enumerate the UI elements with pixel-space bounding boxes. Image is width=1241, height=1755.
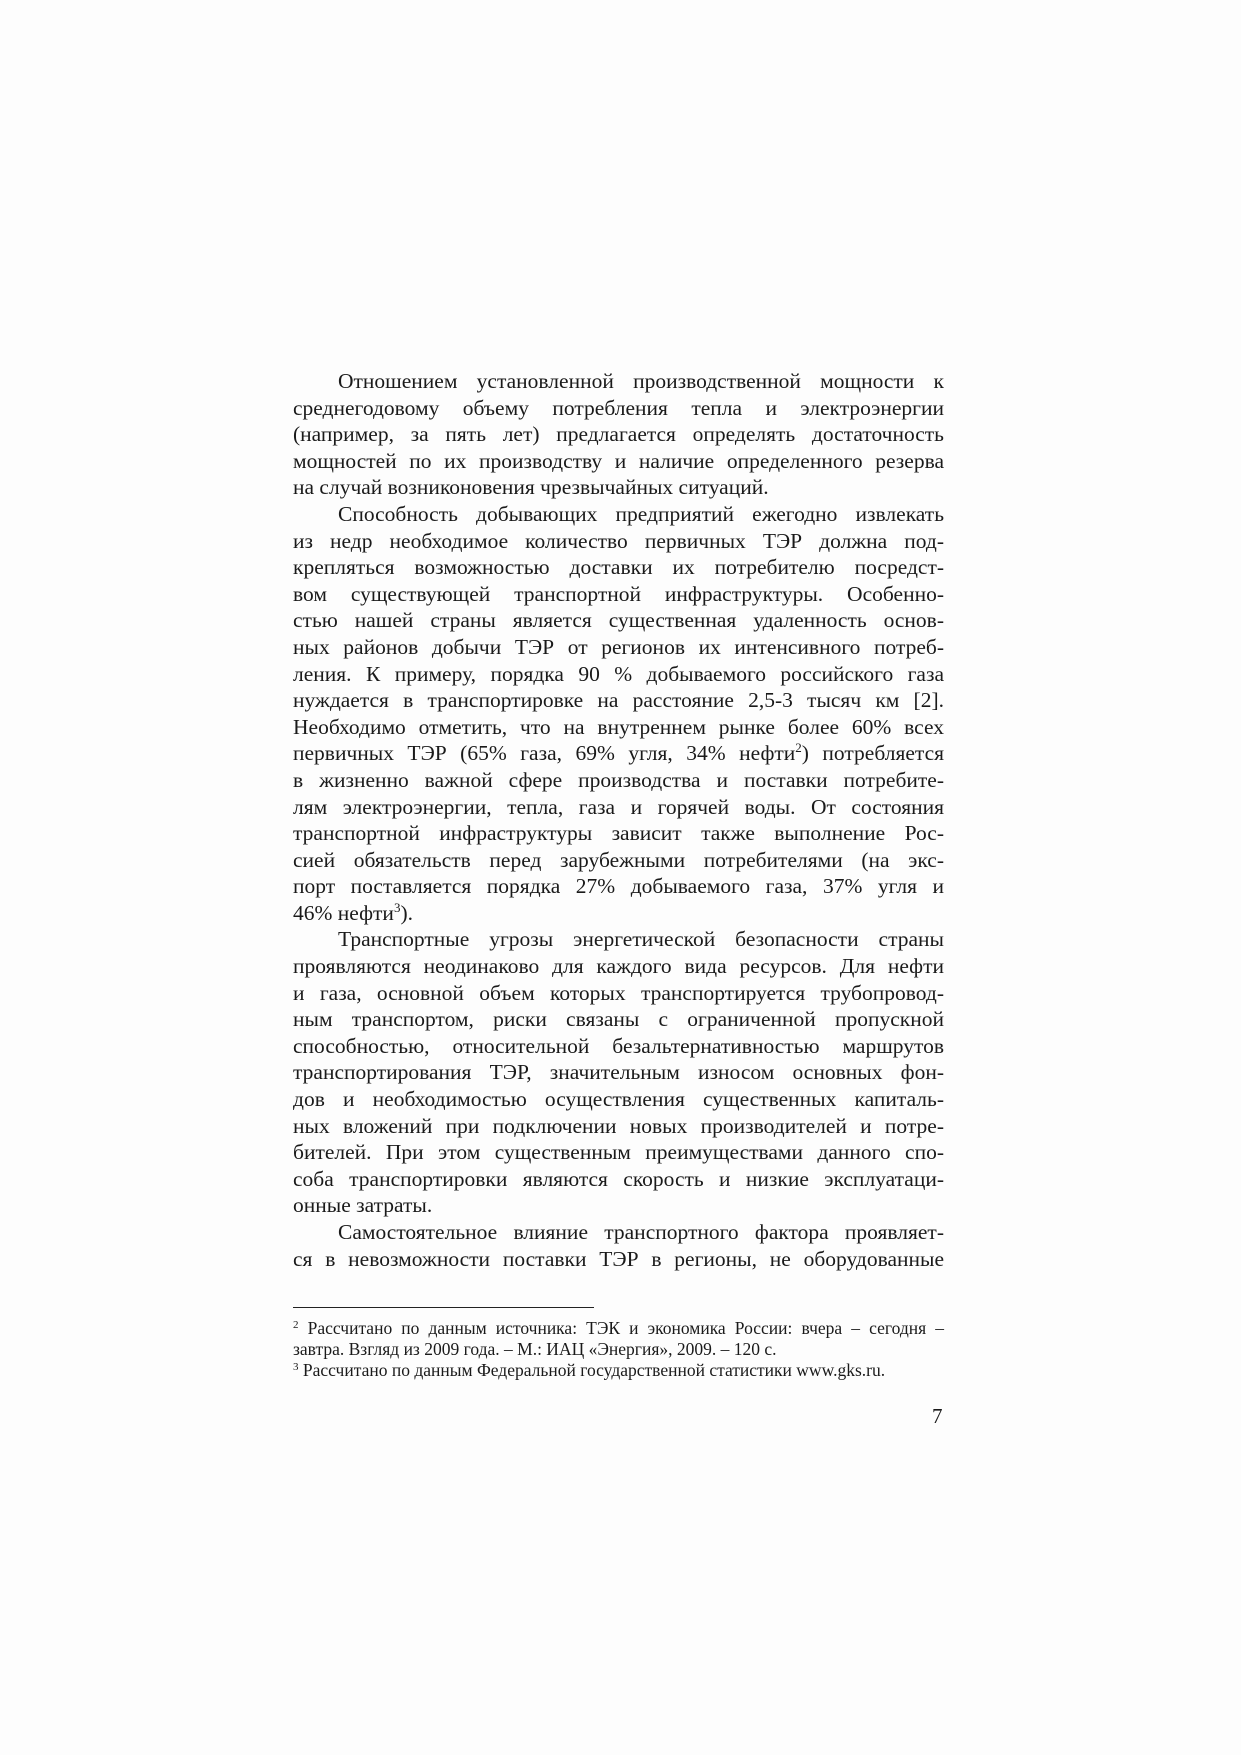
page-number: 7 (932, 1404, 943, 1428)
text-line: мощностей по их производству и наличие определенного резерва (293, 448, 944, 473)
text-line: бителей. При этом существенным преимуществами данного спо- (293, 1140, 944, 1165)
footnote-mark-2: 2 (293, 1319, 299, 1331)
body-text (293, 368, 944, 1272)
text-line: ся в невозможности поставки ТЭР в регионы, не оборудованные (293, 1246, 944, 1271)
text-line: транспортирования ТЭР, значительным износом основных фон- (293, 1060, 944, 1085)
text-line: ных вложений при подключении новых производителей и потре- (293, 1113, 944, 1138)
paragraph-2 (293, 501, 944, 927)
text-line: дов и необходимостью осуществления существенных капиталь- (293, 1087, 944, 1112)
text-line: нуждается в транспортировке на расстояние 2,5-3 тысяч км [2]. (293, 688, 944, 713)
text-line: ным транспортом, риски связаны с ограниченной пропускной (293, 1007, 944, 1032)
text-line: Самостоятельное влияние транспортного фактора проявляет- (338, 1220, 944, 1244)
text-line: транспортной инфраструктуры зависит также выполнение Рос- (293, 821, 944, 846)
text-segment: 46% нефти (293, 900, 394, 925)
footnotes (293, 1318, 944, 1381)
text-segment: первичных ТЭР (65% газа, 69% угля, 34% нефти (293, 741, 796, 766)
text-line: среднегодовому объему потребления тепла и электроэнергии (293, 395, 944, 420)
text-line-with-footnote (293, 900, 944, 927)
footnote-2-continued: завтра. Взгляд из 2009 года. – М.: ИАЦ «Энергия», 2009. – 120 с. (293, 1339, 777, 1359)
text-line: крепляться возможностью доставки их потребителю посредст- (293, 555, 944, 580)
text-line-with-footnote (293, 740, 944, 767)
text-segment: ). (400, 900, 413, 925)
footnote-mark-3: 3 (293, 1361, 299, 1373)
text-segment: ) потребляется (801, 741, 944, 766)
text-line: Транспортные угрозы энергетической безопасности страны (338, 927, 944, 952)
text-line: проявляются неодинаково для каждого вида ресурсов. Для нефти (293, 954, 944, 979)
text-line: сией обязательств перед зарубежными потребителями (на экс- (293, 847, 944, 872)
text-line: Необходимо отметить, что на внутреннем рынке более 60% всех (293, 714, 944, 739)
footnote-2 (293, 1318, 944, 1339)
text-line: и газа, основной объем которых транспортируется трубопровод- (293, 980, 944, 1005)
footnote-ref-3[interactable]: 3 (393, 899, 401, 915)
paragraph-4 (293, 1219, 944, 1272)
text-line: Способность добывающих предприятий ежегодно извлекать (338, 501, 944, 526)
footnote-ref-2[interactable]: 2 (795, 740, 802, 756)
text-line: вом существующей транспортной инфраструктуры. Особенно- (293, 581, 944, 606)
paragraph-1 (293, 368, 944, 501)
text-line: лям электроэнергии, тепла, газа и горячей воды. От состояния (293, 794, 944, 819)
text-line: порт поставляется порядка 27% добываемого газа, 37% угля и (293, 874, 944, 899)
text-line: на случай возниконовения чрезвычайных ситуаций. (293, 475, 769, 500)
text-line: в жизненно важной сфере производства и поставки потребите- (293, 767, 944, 792)
text-line: онные затраты. (293, 1193, 433, 1218)
text-line: ных районов добычи ТЭР от регионов их интенсивного потреб- (293, 634, 944, 659)
footnote-text: Рассчитано по данным Федеральной государственной статистики www.gks.ru. (302, 1360, 886, 1380)
text-line: соба транспортировки являются скорость и низкие эксплуатаци- (293, 1166, 944, 1191)
footnote-text: Рассчитано по данным источника: ТЭК и экономика России: вчера – сегодня – (307, 1318, 944, 1338)
text-line: Отношением установленной производственной мощности к (338, 369, 944, 393)
footnote-3 (293, 1360, 944, 1381)
text-line: способностью, относительной безальтернативностью маршрутов (293, 1033, 944, 1058)
text-line: стью нашей страны является существенная удаленность основ- (293, 608, 944, 633)
footnote-separator (293, 1307, 594, 1308)
text-line: ления. К примеру, порядка 90 % добываемого российского газа (293, 661, 944, 686)
text-line: (например, за пять лет) предлагается определять достаточность (293, 422, 944, 447)
paragraph-3 (293, 926, 944, 1219)
text-line: из недр необходимое количество первичных ТЭР должна под- (293, 528, 944, 553)
